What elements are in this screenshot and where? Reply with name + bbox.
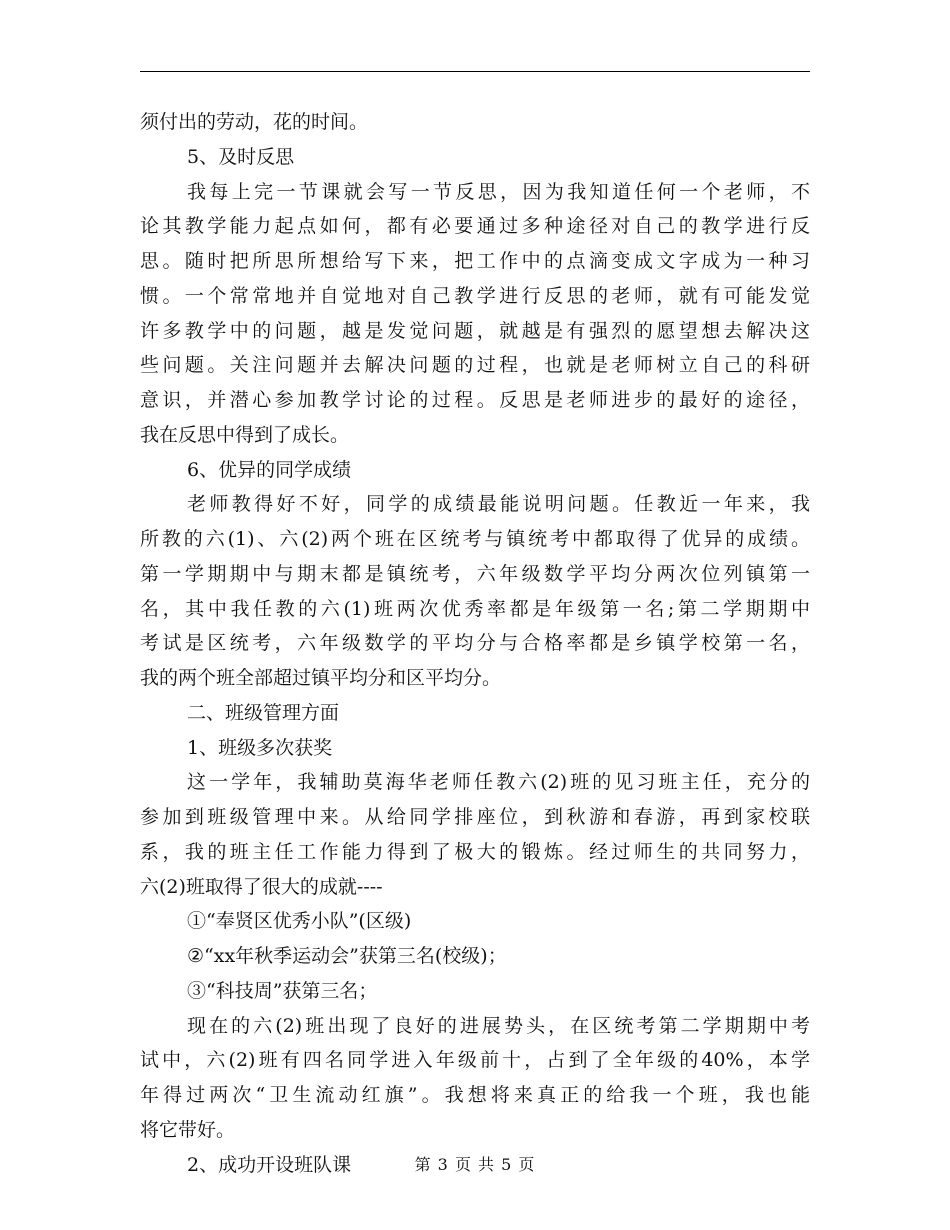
text-line: 参加到班级管理中来。从给同学排座位，到秋游和春游，再到家校联: [140, 806, 810, 828]
section-heading: 5、及时反思: [187, 145, 295, 168]
text-line: 第一学期期中与期末都是镇统考，六年级数学平均分两次位列镇第一: [140, 562, 810, 585]
text-line: 论其教学能力起点如何，都有必要通过多种途径对自己的教学进行反: [140, 215, 810, 238]
text-line: 些问题。关注问题并去解决问题的过程，也就是老师树立自己的科研: [140, 354, 810, 377]
text-line: 六(2)班取得了很大的成就----: [140, 875, 383, 898]
text-line: 我在反思中得到了成长。: [140, 423, 350, 446]
text-line: 现在的六(2)班出现了良好的进展势头，在区统考第二学期期中考: [187, 1014, 810, 1037]
list-item: ②“xx年秋季运动会”获第三名(校级)；: [187, 945, 507, 967]
text-line: 试中，六(2)班有四名同学进入年级前十，占到了全年级的40%，本学: [140, 1049, 810, 1072]
text-line: 系，我的班主任工作能力得到了极大的锻炼。经过师生的共同努力，: [140, 840, 810, 863]
text-line: 须付出的劳动，花的时间。: [140, 111, 369, 133]
text-line: 将它带好。: [140, 1118, 236, 1141]
section-heading: 2、成功开设班队课: [187, 1153, 352, 1176]
text-line: 思。随时把所思所想给写下来，把工作中的点滴变成文字成为一种习: [140, 250, 810, 272]
text-line: 我的两个班全部超过镇平均分和区平均分。: [140, 667, 502, 689]
text-line: 名，其中我任教的六(1)班两次优秀率都是年级第一名;第二学期期中: [140, 597, 810, 620]
text-line: 意识，并潜心参加教学讨论的过程。反思是老师进步的最好的途径，: [140, 389, 810, 411]
text-line: 考试是区统考，六年级数学的平均分与合格率都是乡镇学校第一名，: [140, 632, 810, 655]
list-item: ③“科技周”获第三名；: [187, 979, 378, 1002]
text-line: 许多教学中的问题，越是发觉问题，就越是有强烈的愿望想去解决这: [140, 319, 810, 342]
text-line: 惯。一个常常地并自觉地对自己教学进行反思的老师，就有可能发觉: [140, 284, 810, 307]
section-heading: 6、优异的同学成绩: [187, 458, 352, 481]
section-heading: 二、班级管理方面: [187, 701, 340, 724]
list-item: ①“奉贤区优秀小队”(区级): [187, 910, 412, 933]
section-heading: 1、班级多次获奖: [187, 736, 333, 759]
text-line: 所教的六(1)、六(2)两个班在区统考与镇统考中都取得了优异的成绩。: [140, 528, 810, 550]
text-line: 这一学年，我辅助莫海华老师任教六(2)班的见习班主任，充分的: [187, 771, 810, 794]
text-line: 年得过两次“卫生流动红旗”。我想将来真正的给我一个班，我也能: [140, 1084, 810, 1106]
text-line: 老师教得好不好，同学的成绩最能说明问题。任教近一年来，我: [187, 493, 810, 516]
header-rule: [140, 71, 810, 72]
page-number: 第 3 页 共 5 页: [414, 1155, 536, 1174]
document-body: [140, 105, 810, 1182]
text-line: 我每上完一节课就会写一节反思，因为我知道任何一个老师，不: [187, 180, 810, 203]
